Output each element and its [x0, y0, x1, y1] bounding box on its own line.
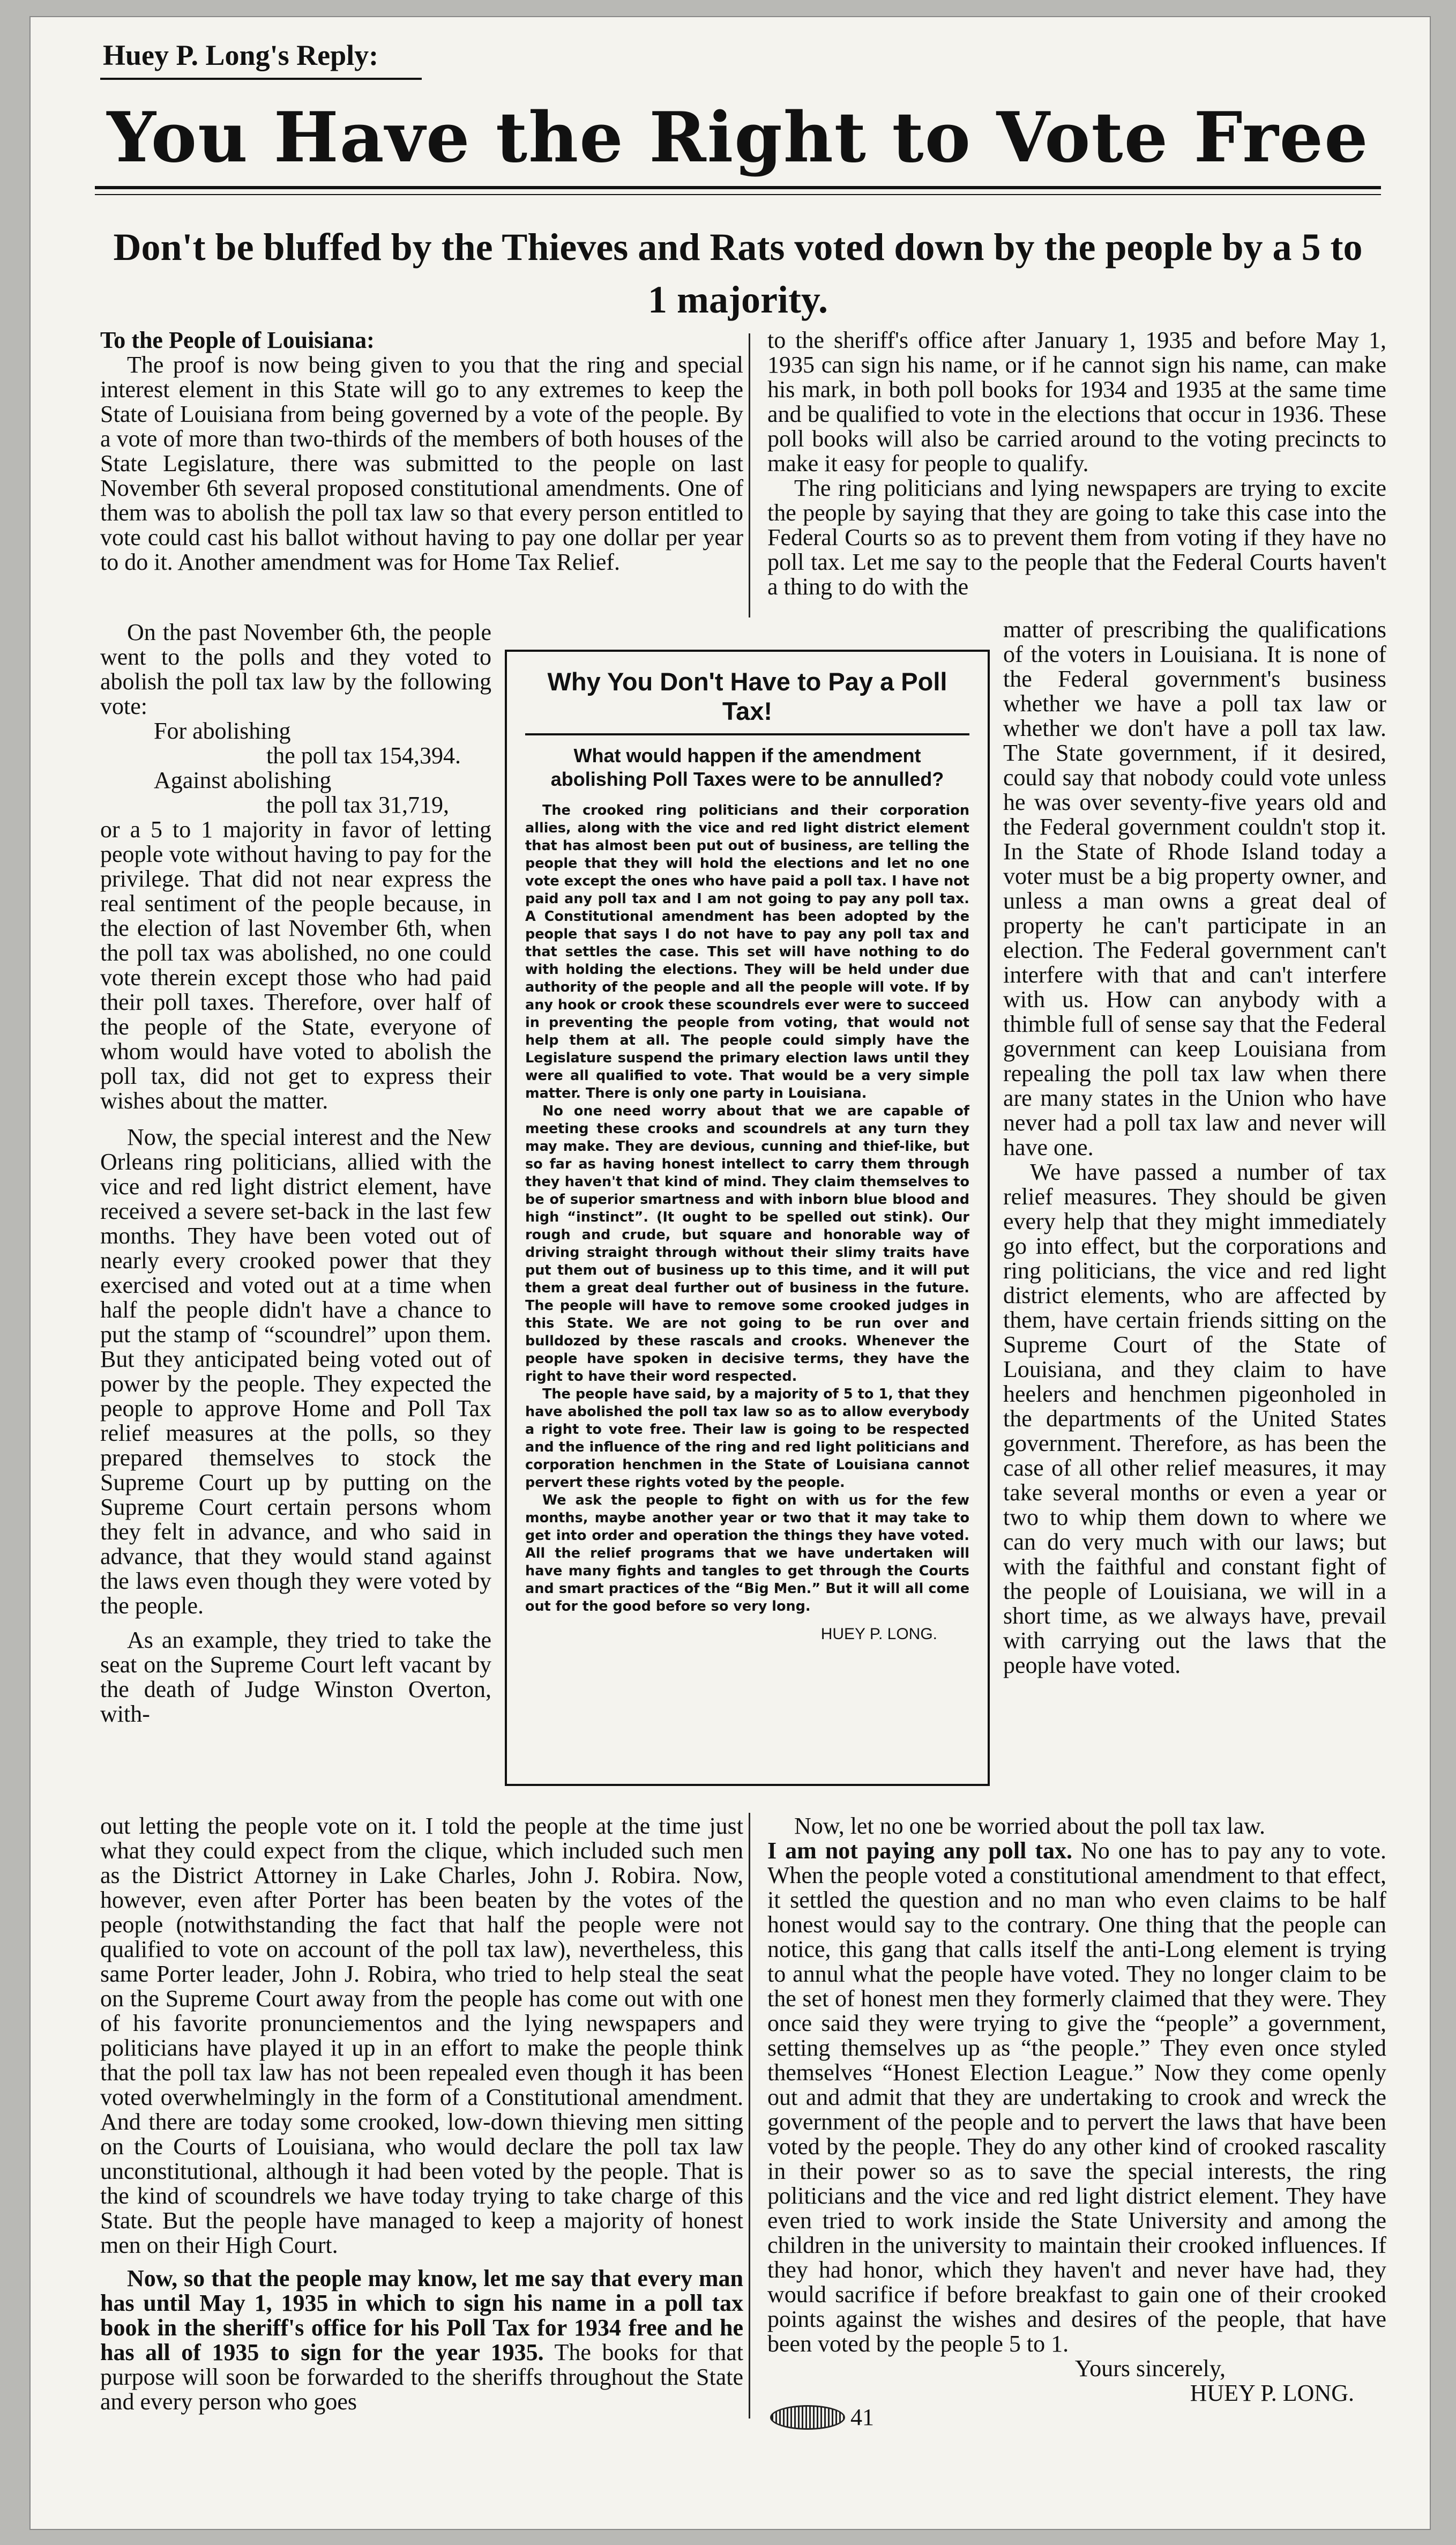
left-paragraph-5b: out letting the people vote on it. I told the people at the time just what they could expect from the clique, which included such men as the District Attorney in Lake Charles, John J. Robira. Now, however, even after Porter has been beaten by the votes of the people (notwithstanding the fact that half the people were not qualified to vote on account of the poll tax law), nevertheless, this same Porter leader, John J. Robira, who tried to help steal the seat on the Supreme Court away from the people has come out with one of his favorite pronunciementos and the lying newspapers and politicians have played it up in an effort to make the people think that the poll tax law has not been repealed even though it has been voted overwhelmingly in the form of a Constitutional amendment. And there are today some crooked, low-down thieving men sitting on the Courts of Louisiana, who would declare the poll tax law unconstitutional, although it had been voted by the people. That is the kind of scoundrels we have today trying to take charge of this State. But the people have managed to keep a majority of honest men on their High Court. [100, 1813, 743, 2258]
no-poll-tax-statement: I am not paying any poll tax. [767, 1837, 1072, 1864]
box-paragraph-4: We ask the people to fight on with us for the few months, maybe another year or two that it may take to get into order and operation the things they have voted. All the relief programs that we have undertaken will have many fights and tangles to get through the Courts and smart practices of the “Big Men.” But it will all come out for the good before so very long. [525, 1492, 969, 1614]
vote-for-value: the poll tax 154,394. [266, 742, 461, 769]
salutation: To the People of Louisiana: [100, 327, 375, 353]
right-column-top [767, 328, 1386, 599]
kicker-underline [100, 78, 422, 80]
poll-tax-sidebar-box [505, 650, 990, 1786]
kicker: Huey P. Long's Reply: [103, 39, 379, 71]
headline-rule [95, 186, 1381, 189]
left-paragraph-1: The proof is now being given to you that the ring and special interest element in this State will go to any extremes to keep the State of Louisiana from being governed by a vote of the people. By a vote of more than two-thirds of the members of both houses of the State Legislature, there was submitted to the people on last November 6th several proposed constitutional amendments. One of them was to abolish the poll tax law so that every person entitled to vote could cast his ballot without having to pay one dollar per year to do it. Another amendment was for Home Tax Relief. [100, 352, 743, 575]
vote-against-value: the poll tax 31,719, [266, 792, 449, 818]
headline: You Have the Right to Vote Free [107, 98, 1369, 178]
poll-book-notice: Now, so that the people may know, let me say that every man has until May 1, 1935 in which to sign his name in a poll tax book in the sheriff's office for his Poll Tax for 1934 free and he has all of 1935 to sign for the year 1935. [100, 2265, 743, 2365]
right-paragraph-1: to the sheriff's office after January 1, 1935 and before May 1, 1935 can sign his name, or if he cannot sign his name, can make his mark, in both poll books for 1934 and 1935 at the same time and be qualified to vote in the elections that occur in 1936. These poll books will also be carried around to the voting precincts to make it easy for people to qualify. [767, 327, 1386, 477]
box-paragraph-1: The crooked ring politicians and their corporation allies, along with the vice and red light district element that has almost been put out of business, are telling the people that they will hold the elections and let no one vote except the ones who have paid a poll tax. I have not paid any poll tax and I am not going to pay any poll tax. A Constitutional amendment has been adopted by the people that says I do not have to pay any poll tax and that settles the case. This set will have nothing to do with holding the elections. They will be held under due authority of the people and all the people will vote. If by any hook or crook these scoundrels ever were to succeed in preventing the people from voting, that would not help them at all. The people could simply have the Legislature suspend the primary election laws until they were all qualified to vote. That would be a very simple matter. There is only one party in Louisiana. [525, 802, 969, 1102]
vote-for-label: For abolishing [154, 718, 291, 744]
left-paragraph-6: The books for that purpose will soon be forwarded to the sheriffs throughout the State and every person who goes [100, 2339, 744, 2415]
right-column-bottom [767, 1814, 1386, 2406]
column-divider-lower [749, 1813, 750, 2419]
vote-against-label: Against abolishing [154, 767, 332, 793]
subheadline: Don't be bluffed by the Thieves and Rats voted down by the people by a 5 to 1 majority. [113, 226, 1363, 321]
left-column-narrow [100, 620, 491, 1727]
box-title: Why You Don't Have to Pay a Poll Tax! [525, 667, 969, 735]
left-column-bottom [100, 1814, 743, 2414]
right-paragraph-3: We have passed a number of tax relief measures. They should be given every help that they might immediately go into effect, but the corporations and ring politicians, the vice and red light district elements, who are affected by them, have certain friends sitting on the Supreme Court of the State of Louisiana, and they claim to have heelers and henchmen pigeonholed in the departments of the United States government. Therefore, as has been the case of all other relief measures, it may take several months or even a year or two to whip them down to where we can do very much with our laws; but with the faithful and constant fight of the people of Louisiana, we will in a short time, as we always have, prevail with carrying out the laws that the people have voted. [1003, 1159, 1386, 1678]
right-column-narrow [1003, 617, 1386, 1678]
right-paragraph-2: The ring politicians and lying newspapers are trying to excite the people by saying that they are going to take this case into the Federal Courts so as to prevent them from voting if they have no poll tax. Let me say to the people that the Federal Courts haven't a thing to do with the [767, 475, 1386, 600]
headline-rule-thin [95, 194, 1381, 195]
column-divider-upper [749, 333, 750, 617]
right-paragraph-4: No one has to pay any to vote. When the people voted a constitutional amendment to that effect, it settled the question and no man who even claims to be half honest would say to the contrary. One thing that the people can notice, this gang that calls itself the anti-Long element is trying to annul what the people have voted. They no longer claim to be the set of honest men they formerly claimed that they were. They once said they were trying to give the “people” a government, setting themselves up as “the people.” They even once styled themselves “Honest Election League.” Now they come openly out and admit that they are undertaking to crook and wreck the government of the people and to pervert the laws that have been voted by the people. They do any other kind of crooked rascality in their power so as to save the special interests, the ring politicians and the vice and red light district element. They have even tried to work inside the State University and among the children in the university to maintain their crooked influences. If they had honor, which they haven't and never have had, they would sacrifice if before breakfast to gain one of their crooked points against the wishes and desires of the people, that have been voted by the people 5 to 1. [767, 1837, 1387, 2357]
right-paragraph-2-cont: matter of prescribing the qualifications of the voters in Louisiana. It is none of the Federal government's business whether we have a poll tax law or whether we don't have a poll tax law. The State government, if it desired, could say that nobody could vote unless he was over seventy-five years old and the Federal government couldn't stop it. In the State of Rhode Island today a voter must be a big property owner, and unless a man owns a great deal of property he can't participate in an election. The Federal government can't interfere with that and can't interfere with us. How can anybody with a thimble full of sense say that the Federal government can keep Louisiana from repealing the poll tax law when there are many states in the Union who have never had a poll tax law and never will have one. [1003, 616, 1386, 1160]
closing: Yours sincerely, [1074, 2355, 1226, 2382]
union-label-seal-icon [770, 2405, 845, 2430]
left-paragraph-2: On the past November 6th, the people went to the polls and they voted to abolish the poll tax law by the following vote: [100, 619, 491, 719]
box-paragraph-2: No one need worry about that we are capable of meeting these crooks and scoundrels at any turn they may make. They are devious, cunning and thief-like, but so far as having honest intellect to carry them through they haven't that kind of mind. They claim themselves to be of superior smartness and with inborn blue blood and high “instinct”. (It ought to be spelled out stink). Our rough and crude, but square and honorable way of driving straight through without their slimy traits have put them out of business up to this time, and it will put them a great deal further out of business in the future. The people will have to remove some crooked judges in this State. We are not going to be run over and bulldozed by these rascals and crooks. Whenever the people have spoken in decisive terms, they have the right to have their word respected. [525, 1103, 969, 1385]
left-paragraph-5a: As an example, they tried to take the seat on the Supreme Court left vacant by the death of Judge Winston Overton, with- [100, 1627, 491, 1727]
box-signature: HUEY P. LONG. [820, 1625, 937, 1643]
newspaper-page [29, 16, 1431, 2530]
signature: HUEY P. LONG. [1190, 2380, 1354, 2406]
right-paragraph-4-lead: Now, let no one be worried about the poll tax law. [794, 1813, 1265, 1839]
left-column-top [100, 328, 743, 575]
box-question: What would happen if the amendment abolishing Poll Taxes were to be annulled? [550, 745, 944, 790]
box-paragraph-3: The people have said, by a majority of 5 to 1, that they have abolished the poll tax law so as to allow everybody a right to vote free. Their law is going to be respected and the influence of the ring and red light politicians and corporation henchmen in the State of Louisiana cannot pervert these rights voted by the people. [525, 1386, 969, 1491]
left-paragraph-4: Now, the special interest and the New Orleans ring politicians, allied with the vice and red light district element, have received a severe set-back in the last few months. They have been voted out of nearly every crooked power that they exercised and voted out at a time when half the people didn't have a chance to put the stamp of “scoundrel” upon them. But they anticipated being voted out of power by the people. They expected the people to approve Home and Poll Tax relief measures at the polls, so they prepared themselves to stock the Supreme Court up by putting on the Supreme Court certain persons whom they felt in advance, and who said in advance, that they would stand against the laws even though they were voted by the people. [100, 1124, 491, 1619]
page-number: 41 [850, 2404, 874, 2430]
left-paragraph-3: or a 5 to 1 majority in favor of letting people vote without having to pay for the privilege. That did not near express the real sentiment of the people because, in the election of last November 6th, when the poll tax was abolished, no one could vote therein except those who had paid their poll taxes. Therefore, over half of the people of the State, everyone of whom would have voted to abolish the poll tax, did not get to express their wishes about the matter. [100, 816, 491, 1114]
